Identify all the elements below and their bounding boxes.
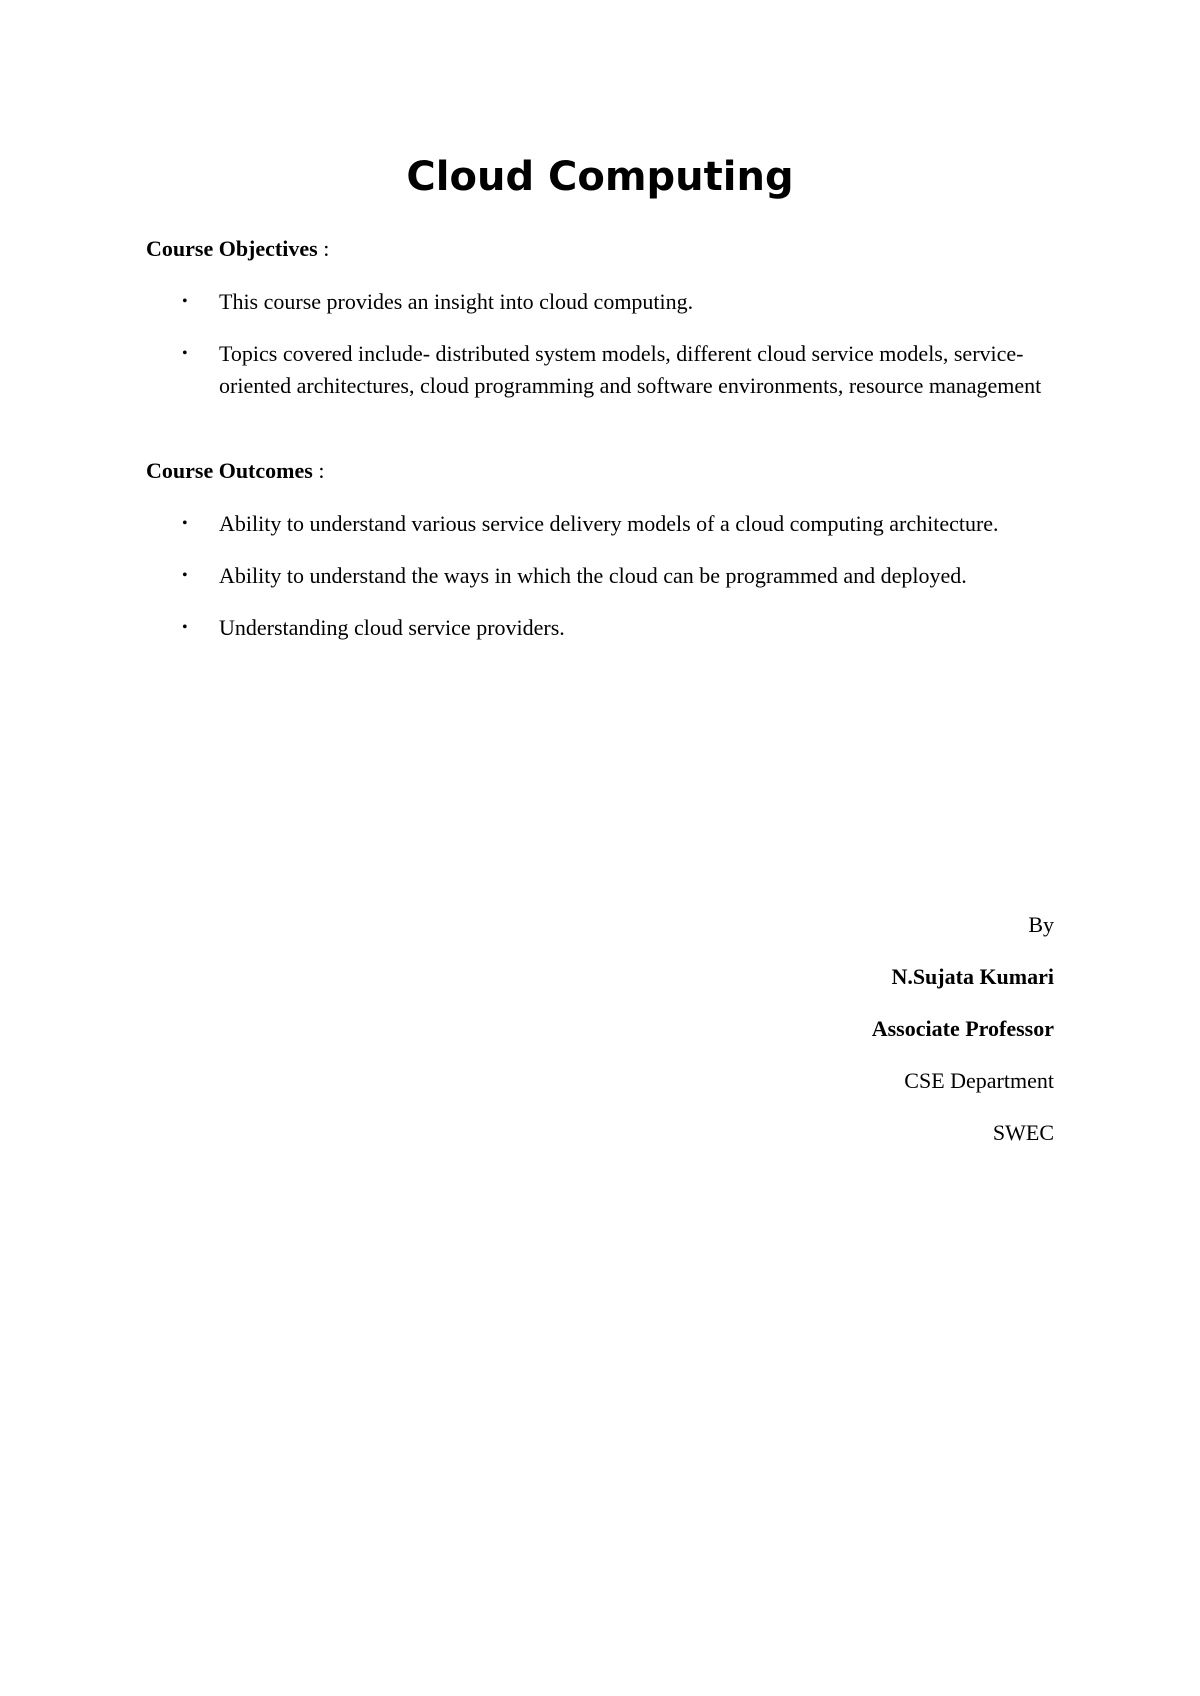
outcome-text: Ability to understand various service delivery models of a cloud computing architecture.	[219, 511, 999, 536]
bullet-icon: •	[182, 293, 188, 310]
signature-institution: SWEC	[992, 1120, 1054, 1145]
bullet-icon: •	[182, 345, 188, 362]
document-title: Cloud Computing	[406, 154, 794, 200]
objectives-heading-colon: :	[317, 236, 330, 261]
list-item	[146, 286, 1076, 318]
objective-text: Topics covered include- distributed system models, different cloud service models, service-oriented architectures, cloud programming and software environments, resource management	[219, 341, 1042, 398]
list-item	[146, 508, 1076, 540]
objective-text: This course provides an insight into cloud computing.	[219, 289, 694, 314]
list-item	[146, 560, 1076, 592]
objectives-heading	[146, 233, 329, 265]
signature-department: CSE Department	[904, 1068, 1054, 1093]
outcome-text: Ability to understand the ways in which the cloud can be programmed and deployed.	[219, 563, 967, 588]
outcome-text: Understanding cloud service providers.	[219, 615, 565, 640]
bullet-icon: •	[182, 619, 188, 636]
list-item	[146, 338, 1076, 402]
objectives-list	[146, 286, 1076, 422]
bullet-icon: •	[182, 515, 188, 532]
outcomes-heading	[146, 455, 324, 487]
outcomes-heading-text: Course Outcomes	[146, 458, 313, 483]
list-item	[146, 612, 1076, 644]
signature-name: N.Sujata Kumari	[891, 964, 1054, 989]
outcomes-list	[146, 508, 1076, 664]
signature-by: By	[1028, 912, 1054, 937]
objectives-heading-text: Course Objectives	[146, 236, 318, 261]
outcomes-heading-colon: :	[312, 458, 325, 483]
signature-position: Associate Professor	[871, 1016, 1054, 1041]
bullet-icon: •	[182, 567, 188, 584]
